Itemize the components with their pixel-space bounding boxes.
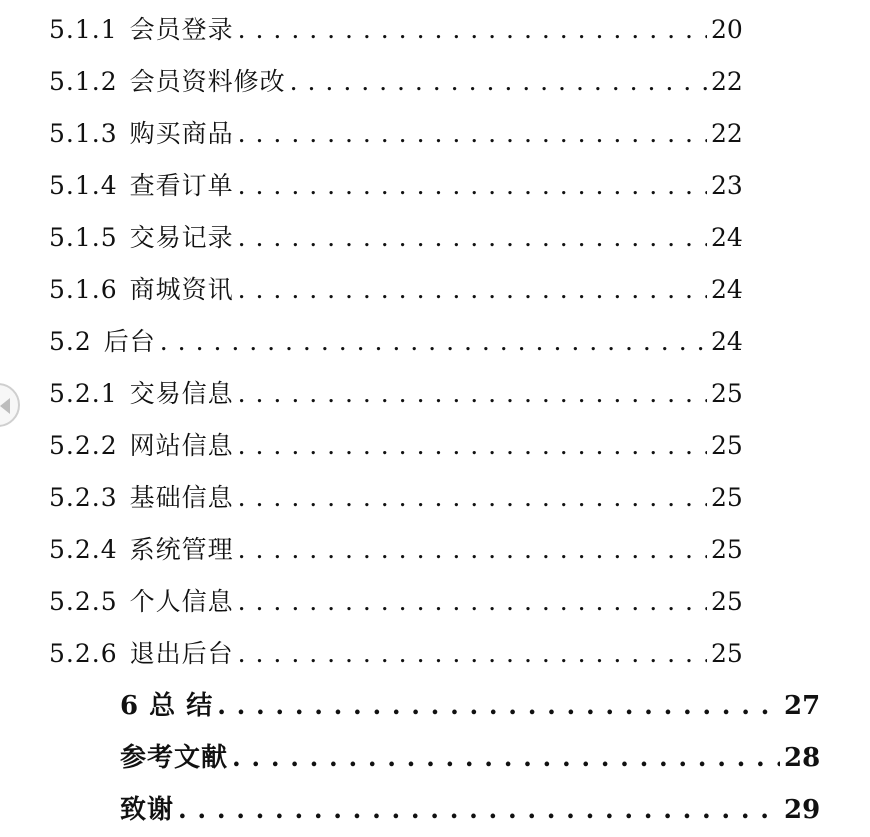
toc-entry-page: 25 [711, 379, 743, 408]
toc-entry-title: 后台 [103, 327, 156, 356]
toc-entry[interactable] [49, 326, 743, 358]
toc-chapter-title: 6 总 结 [120, 691, 214, 721]
toc-entry[interactable] [49, 586, 743, 618]
toc-entry-number: 5.2.6 [49, 639, 118, 668]
toc-entry-title: 系统管理 [129, 535, 234, 564]
toc-entry[interactable] [49, 378, 743, 410]
toc-chapter-title: 参考文献 [120, 743, 229, 773]
toc-dot-leader [238, 430, 707, 462]
toc-chapter-entry[interactable] [120, 690, 821, 722]
toc-entry[interactable] [49, 66, 743, 98]
toc-dot-leader [238, 534, 707, 566]
toc-entry-title: 交易记录 [129, 223, 234, 252]
toc-entry-number: 5.2.5 [49, 587, 118, 616]
toc-dot-leader [238, 14, 707, 46]
toc-dot-leader [238, 378, 707, 410]
toc-chapter-page: 28 [784, 743, 821, 773]
toc-entry-number: 5.2 [49, 327, 92, 356]
toc-dot-leader [238, 118, 707, 150]
toc-entry-page: 25 [711, 431, 743, 460]
toc-entry-number: 5.1.5 [49, 223, 118, 252]
toc-entry-page: 22 [711, 119, 743, 148]
toc-chapter-entry[interactable] [120, 794, 821, 826]
toc-dot-leader [238, 586, 707, 618]
toc-entry-page: 25 [711, 535, 743, 564]
prev-page-button[interactable] [0, 383, 20, 427]
toc-entry-title: 查看订单 [129, 171, 234, 200]
toc-entry-title: 会员资料修改 [129, 67, 286, 96]
toc-entry-page: 25 [711, 587, 743, 616]
toc-dot-leader [290, 66, 707, 98]
toc-dot-leader [238, 170, 707, 202]
toc-dot-leader [217, 690, 780, 722]
toc-chapter-entry[interactable] [120, 742, 821, 774]
toc-entry-title: 商城资讯 [129, 275, 234, 304]
toc-entry-page: 24 [711, 327, 743, 356]
toc-dot-leader [238, 274, 707, 306]
toc-entry-number: 5.1.1 [49, 15, 118, 44]
toc-entry[interactable] [49, 118, 743, 150]
toc-entry-page: 24 [711, 223, 743, 252]
toc-dot-leader [160, 326, 707, 358]
toc-dot-leader [232, 742, 780, 774]
toc-entry[interactable] [49, 274, 743, 306]
toc-entry-title: 购买商品 [129, 119, 234, 148]
toc-entry[interactable] [49, 534, 743, 566]
toc-entry-number: 5.2.3 [49, 483, 118, 512]
toc-entry-number: 5.2.1 [49, 379, 118, 408]
toc-entry-title: 基础信息 [129, 483, 234, 512]
toc-entry-page: 25 [711, 483, 743, 512]
chevron-left-icon [0, 398, 10, 414]
toc-chapter-page: 27 [784, 691, 821, 721]
toc-chapter-title: 致谢 [120, 795, 175, 825]
toc-entry[interactable] [49, 482, 743, 514]
toc-dot-leader [238, 638, 707, 670]
toc-dot-leader [238, 482, 707, 514]
toc-entry-page: 23 [711, 171, 743, 200]
toc-entry-page: 25 [711, 639, 743, 668]
toc-entry[interactable] [49, 430, 743, 462]
toc-entry-page: 20 [711, 15, 743, 44]
toc-entry-number: 5.1.6 [49, 275, 118, 304]
toc-entry[interactable] [49, 14, 743, 46]
toc-entry[interactable] [49, 222, 743, 254]
toc-entry-number: 5.1.2 [49, 67, 118, 96]
toc-entry[interactable] [49, 638, 743, 670]
toc-entry-title: 退出后台 [129, 639, 234, 668]
toc-entry-title: 会员登录 [129, 15, 234, 44]
toc-entry-number: 5.2.2 [49, 431, 118, 460]
toc-entry[interactable] [49, 170, 743, 202]
toc-entry-number: 5.1.4 [49, 171, 118, 200]
toc-entry-page: 22 [711, 67, 743, 96]
toc-dot-leader [178, 794, 780, 826]
toc-entry-title: 个人信息 [129, 587, 234, 616]
toc-entry-number: 5.2.4 [49, 535, 118, 564]
toc-entry-number: 5.1.3 [49, 119, 118, 148]
toc-entry-title: 网站信息 [129, 431, 234, 460]
toc-entry-title: 交易信息 [129, 379, 234, 408]
toc-entry-page: 24 [711, 275, 743, 304]
toc-chapter-page: 29 [784, 795, 821, 825]
toc-dot-leader [238, 222, 707, 254]
